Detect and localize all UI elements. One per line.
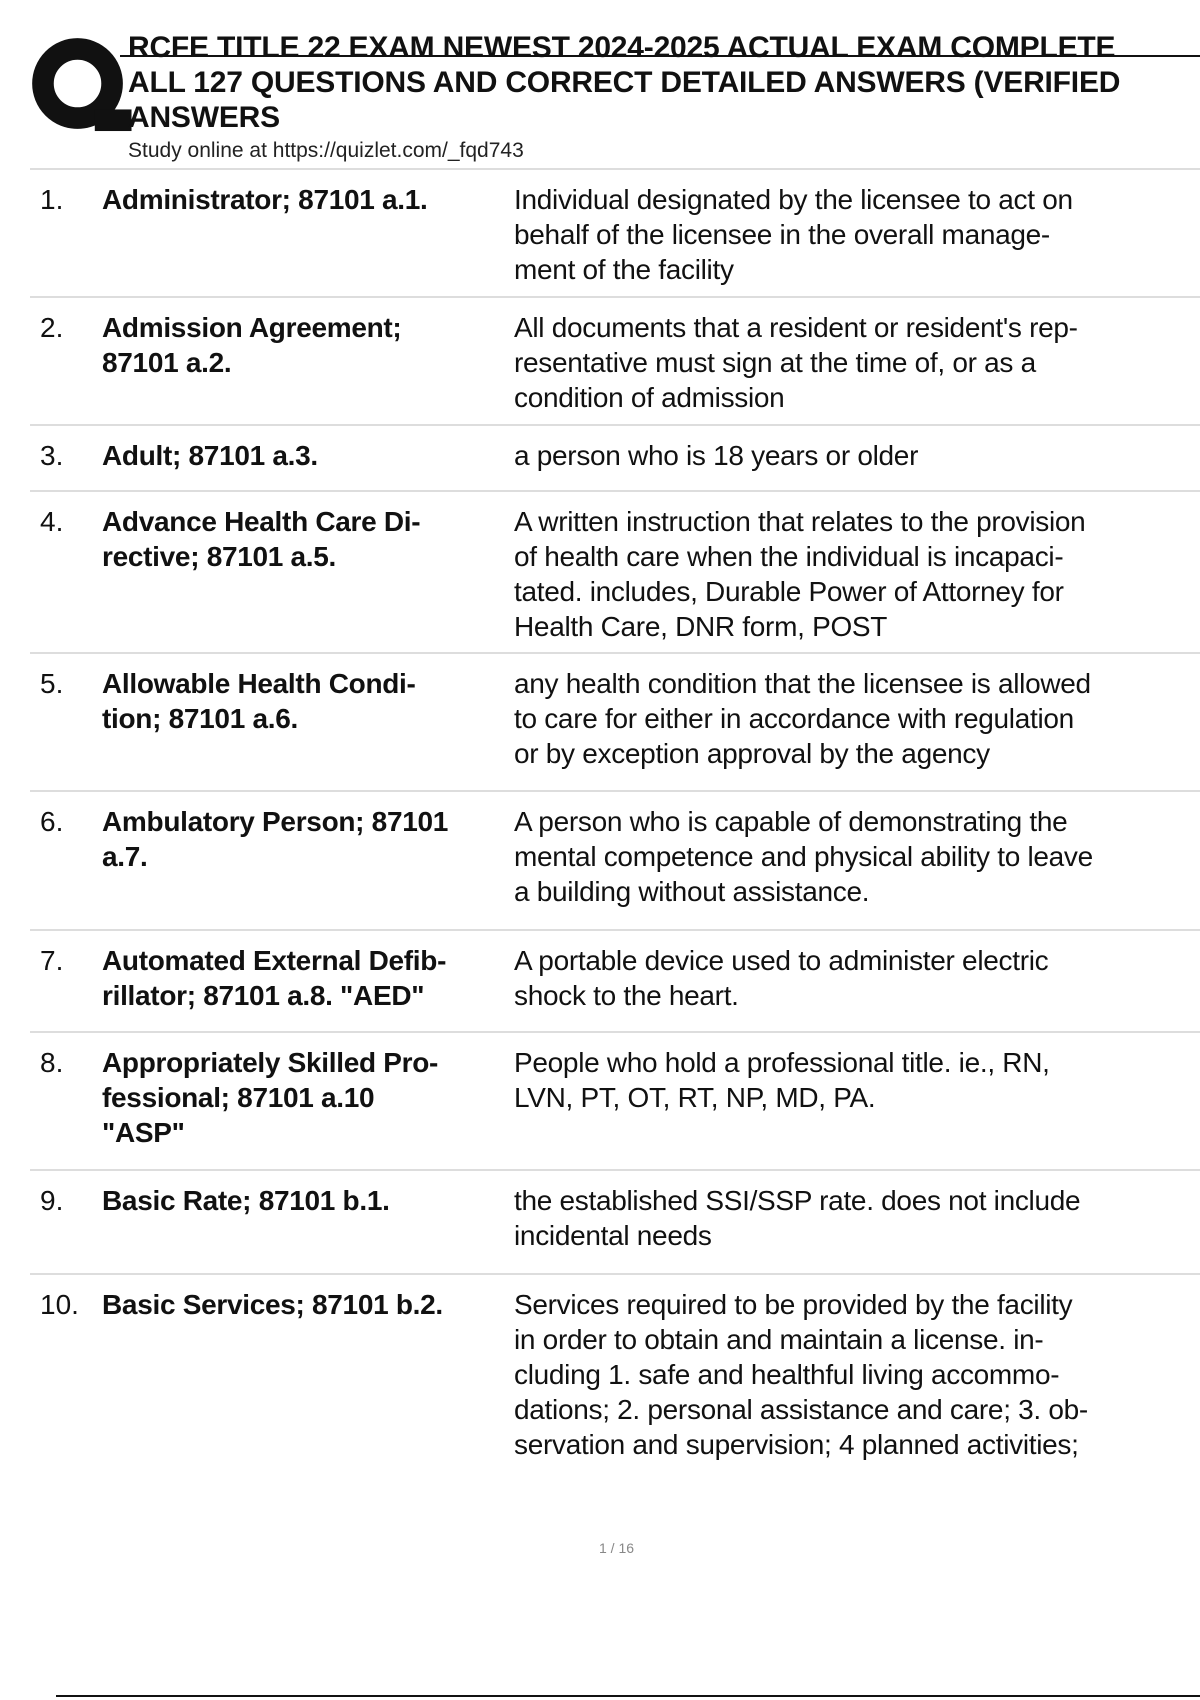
card-definition-line: or by exception approval by the agency [514, 738, 990, 769]
card-definition-line: condition of admission [514, 382, 785, 413]
card-term-line: Advance Health Care Di- [102, 506, 421, 537]
card-definition [514, 1287, 1200, 1462]
card-term [102, 804, 514, 874]
card-number: 8. [40, 1047, 64, 1078]
card-term-line: 87101 a.2. [102, 347, 232, 378]
card-term [102, 666, 514, 736]
card-definition-line: Individual designated by the licensee to act on [514, 184, 1073, 215]
flashcard-row [30, 652, 1200, 790]
card-number: 9. [40, 1185, 64, 1216]
card-number: 4. [40, 506, 64, 537]
card-definition-line: a building without assistance. [514, 876, 870, 907]
card-definition-line: A written instruction that relates to the provision [514, 506, 1086, 537]
card-definition-line: incidental needs [514, 1220, 712, 1251]
flashcard-row [30, 490, 1200, 652]
card-definition-line: shock to the heart. [514, 980, 739, 1011]
flashcard-row [30, 168, 1200, 296]
flashcard-row [30, 1031, 1200, 1169]
flashcard-row [30, 1273, 1200, 1473]
card-term-line: Automated External Defib- [102, 945, 447, 976]
card-definition-line: Health Care, DNR form, POST [514, 611, 888, 642]
bottom-divider [56, 1695, 1200, 1697]
card-term-line: tion; 87101 a.6. [102, 703, 298, 734]
flashcard-row [30, 296, 1200, 424]
card-term-line: Admission Agreement; [102, 312, 402, 343]
card-definition-line: any health condition that the licensee is allowed [514, 668, 1091, 699]
card-definition-line: A person who is capable of demonstrating the [514, 806, 1068, 837]
card-term-line: Ambulatory Person; 87101 [102, 806, 449, 837]
card-term-line: Basic Rate; 87101 b.1. [102, 1185, 390, 1216]
document-title [128, 30, 1200, 135]
card-definition-line: Services required to be provided by the facility [514, 1289, 1073, 1320]
card-term-line: Adult; 87101 a.3. [102, 440, 318, 471]
title-line-3: ANSWERS [128, 101, 280, 134]
card-term [102, 1287, 514, 1322]
card-definition-line: of health care when the individual is incapaci- [514, 541, 1064, 572]
card-term-line: Basic Services; 87101 b.2. [102, 1289, 443, 1320]
card-definition-line: LVN, PT, OT, RT, NP, MD, PA. [514, 1082, 876, 1113]
card-term-line: Allowable Health Condi- [102, 668, 416, 699]
flashcard-row [30, 1169, 1200, 1273]
page-indicator: 1 / 16 [598, 1540, 635, 1556]
card-definition-line: dations; 2. personal assistance and care; 3. ob- [514, 1394, 1088, 1425]
card-definition-line: a person who is 18 years or older [514, 440, 919, 471]
flashcard-row [30, 424, 1200, 490]
flashcard-list [30, 168, 1200, 1473]
title-line-1: RCFE TITLE 22 EXAM NEWEST 2024-2025 ACTUAL EXAM COMPLETE [128, 31, 1116, 64]
card-term [102, 1183, 514, 1218]
card-definition-line: A portable device used to administer electric [514, 945, 1049, 976]
quizlet-q-logo-icon [30, 36, 138, 144]
card-number: 6. [40, 806, 64, 837]
card-term [102, 1045, 514, 1150]
card-term-line: rective; 87101 a.5. [102, 541, 337, 572]
flashcard-row [30, 929, 1200, 1031]
card-definition-line: in order to obtain and maintain a license. in- [514, 1324, 1044, 1355]
card-definition-line: ment of the facility [514, 254, 734, 285]
card-term-line: "ASP" [102, 1117, 185, 1148]
card-term [102, 943, 514, 1013]
card-definition [514, 943, 1200, 1013]
card-number: 2. [40, 312, 64, 343]
study-online-link[interactable]: Study online at https://quizlet.com/_fqd743 [128, 139, 524, 162]
card-number: 5. [40, 668, 64, 699]
card-definition-line: All documents that a resident or resident's rep- [514, 312, 1078, 343]
card-term [102, 504, 514, 574]
card-term-line: a.7. [102, 841, 148, 872]
card-definition-line: mental competence and physical ability to leave [514, 841, 1093, 872]
card-definition-line: the established SSI/SSP rate. does not include [514, 1185, 1081, 1216]
card-term [102, 438, 514, 473]
card-term-line: Administrator; 87101 a.1. [102, 184, 428, 215]
card-definition [514, 1045, 1200, 1115]
card-definition [514, 504, 1200, 644]
card-definition-line: to care for either in accordance with regulation [514, 703, 1074, 734]
title-line-2: ALL 127 QUESTIONS AND CORRECT DETAILED ANSWERS (VERIFIED [128, 66, 1121, 99]
card-definition-line: behalf of the licensee in the overall manage- [514, 219, 1050, 250]
card-term-line: fessional; 87101 a.10 [102, 1082, 375, 1113]
card-definition [514, 666, 1200, 771]
card-definition-line: People who hold a professional title. ie., RN, [514, 1047, 1050, 1078]
card-number: 7. [40, 945, 64, 976]
card-definition [514, 1183, 1200, 1253]
card-term [102, 310, 514, 380]
card-definition [514, 438, 1200, 473]
card-term-line: Appropriately Skilled Pro- [102, 1047, 439, 1078]
card-definition-line: resentative must sign at the time of, or as a [514, 347, 1036, 378]
card-number: 10. [40, 1289, 79, 1320]
document-header [30, 30, 1200, 165]
flashcard-row [30, 790, 1200, 929]
card-definition-line: servation and supervision; 4 planned activities; [514, 1429, 1079, 1460]
card-definition [514, 310, 1200, 415]
card-definition [514, 182, 1200, 287]
card-term-line: rillator; 87101 a.8. "AED" [102, 980, 425, 1011]
card-number: 3. [40, 440, 64, 471]
card-definition-line: tated. includes, Durable Power of Attorney for [514, 576, 1064, 607]
card-definition [514, 804, 1200, 909]
card-definition-line: cluding 1. safe and healthful living accommo- [514, 1359, 1060, 1390]
card-number: 1. [40, 184, 64, 215]
card-term [102, 182, 514, 217]
